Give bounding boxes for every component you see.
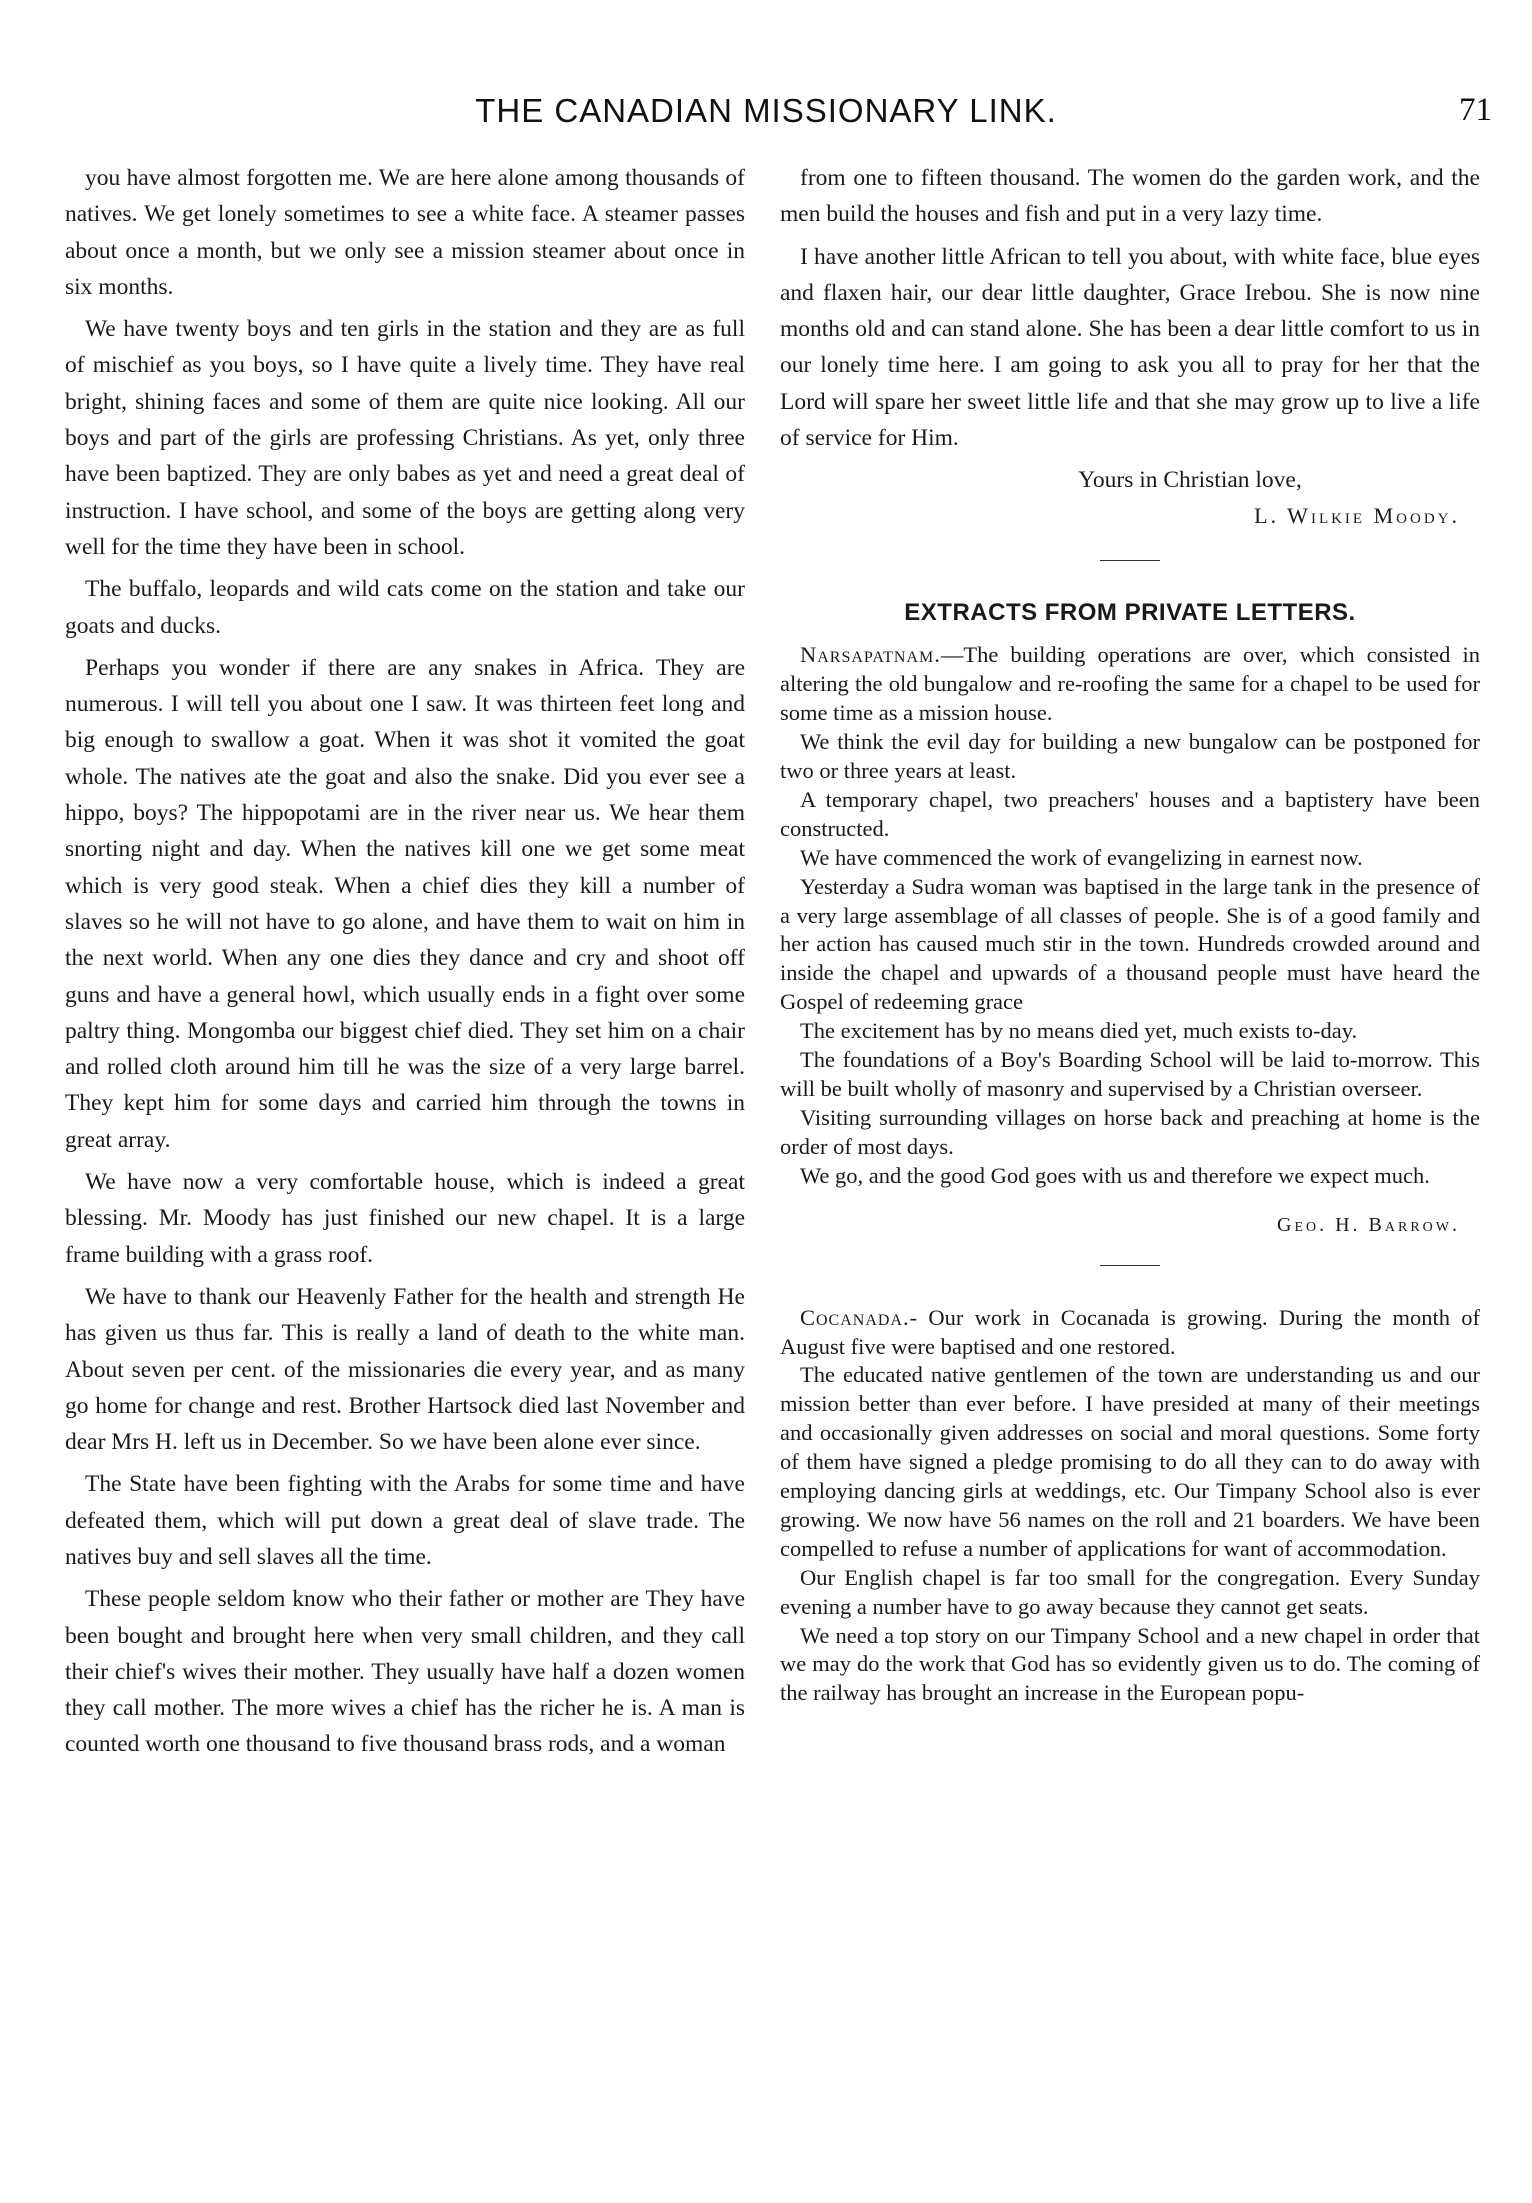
right-column bbox=[780, 160, 1480, 2170]
paragraph: We have twenty boys and ten girls in the station and they are as full of mischief as you boys, so I have quite a lively time. They have real bright, shining faces and some of them are quite nice looking. All our boys and part of the girls are professing Christians. As yet, only three have been baptized. They are only babes as yet and need a great deal of instruction. I have school, and some of the boys are getting along very well for the time they have been in school. bbox=[65, 316, 745, 560]
paragraph: I have another little African to tell you about, with white face, blue eyes and flaxen hair, our dear little daughter, Grace Irebou. She is now nine months old and can stand alone. She has been a dear little comfort to us in our lonely time here. I am going to ask you all to pray for her that the Lord will spare her sweet little life and that she may grow up to live a life of service for Him. bbox=[780, 243, 1480, 452]
paragraph: We go, and the good God goes with us and therefore we expect much. bbox=[800, 1162, 1430, 1188]
paragraph: The buffalo, leopards and wild cats come on the station and take our goats and ducks. bbox=[65, 576, 745, 639]
page-number: 71 bbox=[1459, 92, 1492, 128]
extracts-heading: EXTRACTS FROM PRIVATE LETTERS. bbox=[904, 599, 1356, 627]
paragraph: We have now a very comfortable house, which is indeed a great blessing. Mr. Moody has just finished our new chapel. It is a large frame building with a grass roof. bbox=[65, 1169, 745, 1268]
section-divider bbox=[1100, 1265, 1160, 1266]
paragraph: Our English chapel is far too small for the congregation. Every Sunday evening a number have to go away because they cannot get seats. bbox=[780, 1564, 1480, 1619]
extract-narsapatnam bbox=[780, 641, 1480, 1238]
extract-signature: Geo. H. Barrow. bbox=[1277, 1213, 1460, 1236]
letter-signature: L. Wilkie Moody. bbox=[1254, 503, 1460, 529]
paragraph: These people seldom know who their father or mother are They have been bought and brought here when very small children, and they call their chief's wives their mother. They usually have half a dozen women they call mother. The more wives a chief has the richer he is. A man is counted worth one thousand to five thousand brass rods, and a woman bbox=[65, 1586, 745, 1758]
paragraph-text: —The building operations are over, which consisted in altering the old bungalow and re-roofing the same for a chapel to be used for some time as a mission house. bbox=[780, 642, 1480, 726]
paragraph: A temporary chapel, two preachers' houses and a baptistery have been constructed. bbox=[780, 786, 1480, 841]
left-column bbox=[65, 160, 745, 2170]
paragraph bbox=[780, 641, 1480, 728]
paragraph bbox=[780, 1304, 1480, 1362]
place-name: Narsapatnam. bbox=[800, 642, 941, 668]
running-title: THE CANADIAN MISSIONARY LINK. bbox=[475, 92, 1057, 129]
paragraph: The educated native gentlemen of the town are understanding us and our mission better than ever before. I have presided at many of their meetings and occasionally given addresses on social and moral questions. Some forty of them have signed a pledge promising to do all they can to do away with employing dancing girls at weddings, etc. Our Timpany School also is ever growing. We now have 56 names on the roll and 21 boarders. We have been compelled to refuse a number of applications for want of accommodation. bbox=[780, 1362, 1480, 1561]
paragraph: from one to fifteen thousand. The women do the garden work, and the men build the houses and fish and put in a very lazy time. bbox=[780, 165, 1480, 228]
section-divider bbox=[1100, 560, 1160, 561]
paragraph: The excitement has by no means died yet, much exists to-day. bbox=[800, 1018, 1358, 1044]
letter-closing: Yours in Christian love, bbox=[1078, 467, 1302, 494]
paragraph: We have commenced the work of evangelizing in earnest now. bbox=[800, 844, 1363, 870]
letter-continuation bbox=[780, 160, 1480, 534]
paragraph: Visiting surrounding villages on horse back and preaching at home is the order of most days. bbox=[780, 1104, 1480, 1159]
paragraph: The foundations of a Boy's Boarding School will be laid to-morrow. This will be built wholly of masonry and supervised by a Christian overseer. bbox=[780, 1047, 1480, 1101]
paragraph: Perhaps you wonder if there are any snakes in Africa. They are numerous. I will tell you about one I saw. It was thirteen feet long and big enough to swallow a goat. When it was shot it vomited the goat whole. The natives ate the goat and also the snake. Did you ever see a hippo, boys? The hippopotami are in the river near us. We hear them snorting night and day. When the natives kill one we get some meat which is very good steak. When a chief dies they kill a number of slaves so he will not have to go alone, and have them to wait on him in the next world. When any one dies they dance and cry and shoot off guns and have a general howl, which usually ends in a fight over some paltry thing. Mongomba our biggest chief died. They set him on a chair and rolled cloth around him till he was the size of a very large barrel. They kept him for some days and carried him through the towns in great array. bbox=[65, 654, 745, 1153]
page-header bbox=[0, 92, 1532, 142]
paragraph: We think the evil day for building a new bungalow can be postponed for two or three years at least. bbox=[780, 729, 1480, 783]
paragraph: We have to thank our Heavenly Father for the health and strength He has given us thus far. This is really a land of death to the white man. About seven per cent. of the missionaries die every year, and as many go home for change and rest. Brother Hartsock died last November and dear Mrs H. left us in December. So we have been alone ever since. bbox=[65, 1283, 745, 1456]
paragraph-text: - Our work in Cocanada is growing. During the month of August five were baptised and one restored. bbox=[780, 1304, 1480, 1359]
paragraph: We need a top story on our Timpany School and a new chapel in order that we may do the work that God has so evidently given us to do. The coming of the railway has brought an increase in the European popu- bbox=[780, 1622, 1480, 1706]
extract-cocanada bbox=[780, 1304, 1480, 1709]
paragraph: Yesterday a Sudra woman was baptised in the large tank in the presence of a very large assemblage of all classes of people. She is of a good family and her action has caused much stir in the town. Hundreds crowded around and inside the chapel and upwards of a thousand people must have heard the Gospel of redeeming grace bbox=[780, 873, 1480, 1015]
paragraph: The State have been fighting with the Arabs for some time and have defeated them, which will put down a great deal of slave trade. The natives buy and sell slaves all the time. bbox=[65, 1471, 745, 1570]
place-name: Cocanada. bbox=[800, 1304, 910, 1330]
paragraph: you have almost forgotten me. We are here alone among thousands of natives. We get lonely sometimes to see a white face. A steamer passes about once a month, but we only see a mission steamer about once in six months. bbox=[65, 165, 745, 300]
